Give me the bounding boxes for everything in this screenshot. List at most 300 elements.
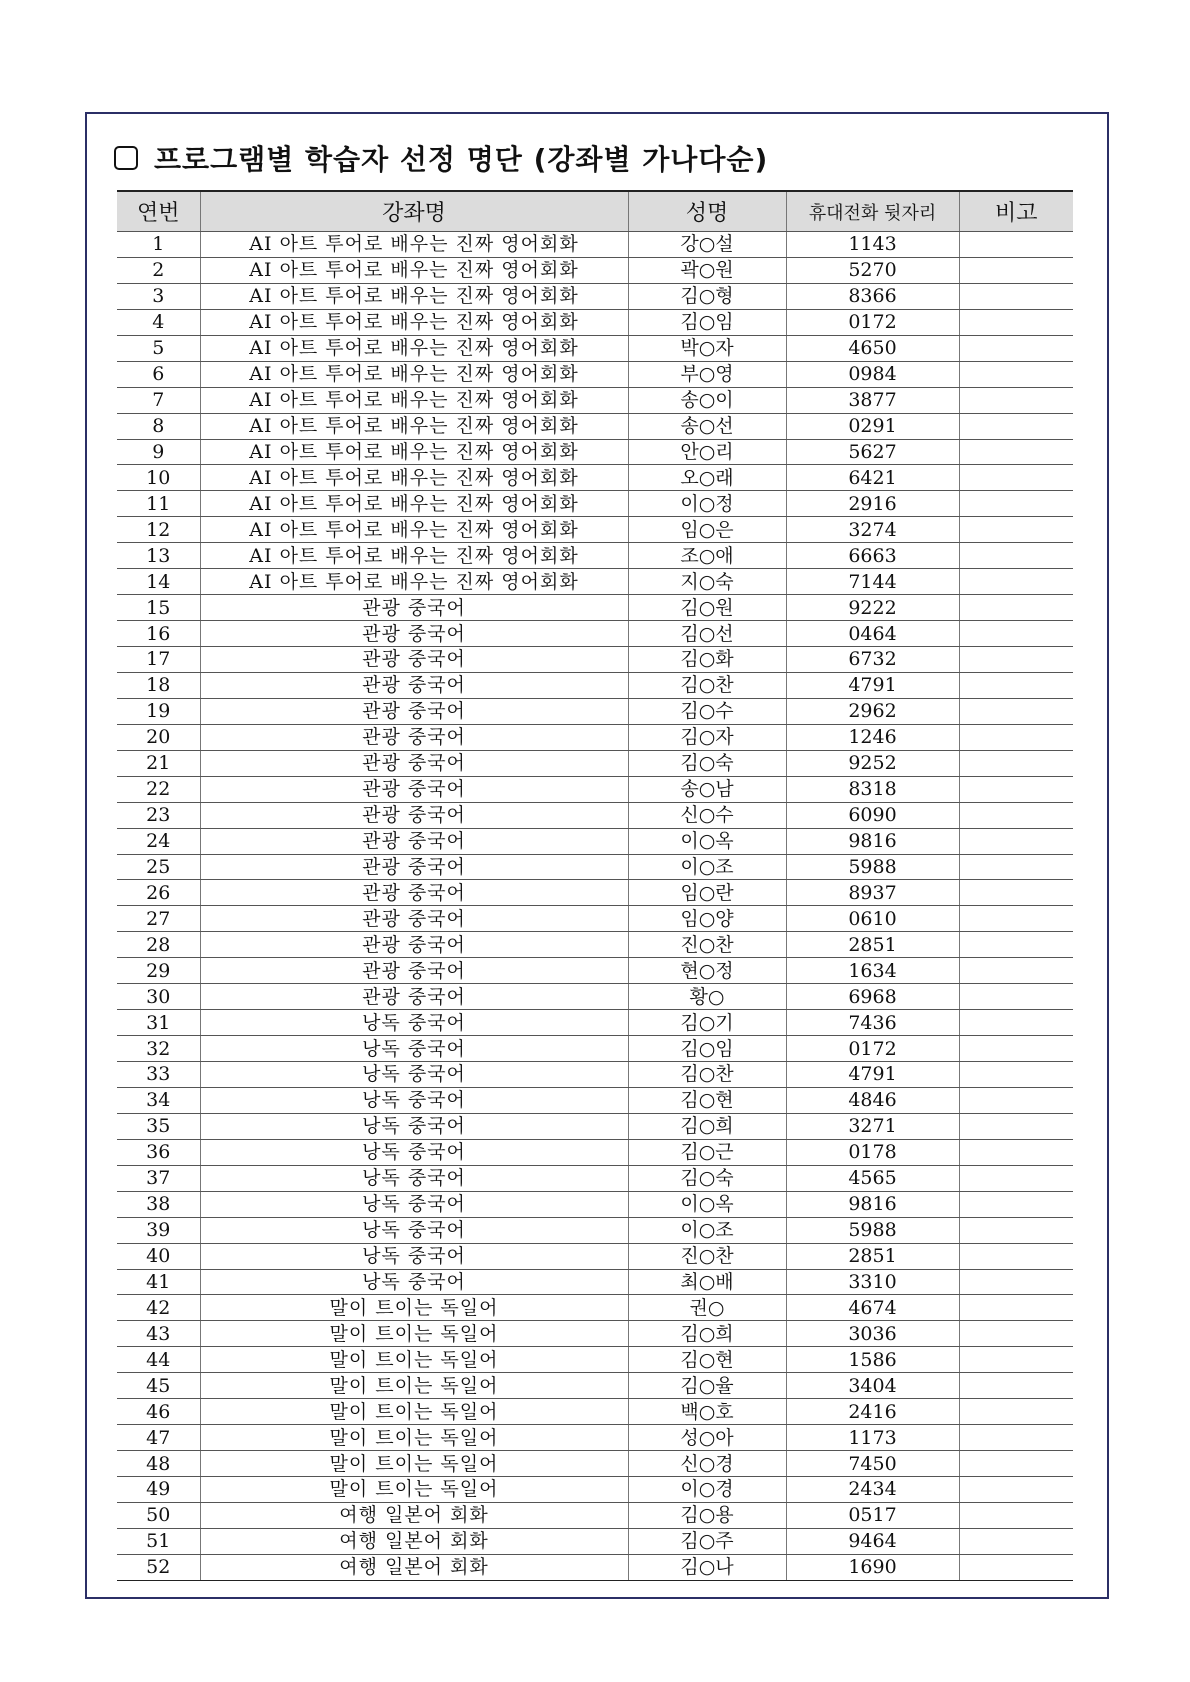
cell-phone: 0984 [786,361,959,387]
table-row [117,595,1073,621]
table-row [117,413,1073,439]
cell-remarks [959,1347,1073,1373]
cell-remarks [959,309,1073,335]
cell-name: 김○현 [628,1087,786,1113]
cell-course: AI 아트 투어로 배우는 진짜 영어회화 [200,517,628,543]
table-row [117,1243,1073,1269]
cell-name: 김○원 [628,595,786,621]
cell-number: 51 [117,1528,200,1554]
cell-phone: 3271 [786,1113,959,1139]
cell-number: 43 [117,1321,200,1347]
cell-course: AI 아트 투어로 배우는 진짜 영어회화 [200,309,628,335]
cell-course: 여행 일본어 회화 [200,1554,628,1580]
cell-remarks [959,1139,1073,1165]
cell-number: 28 [117,932,200,958]
cell-phone: 7436 [786,1010,959,1036]
cell-course: 관광 중국어 [200,932,628,958]
cell-course: 낭독 중국어 [200,1113,628,1139]
cell-number: 21 [117,750,200,776]
cell-remarks [959,1502,1073,1528]
header-row [117,191,1073,232]
cell-phone: 8318 [786,776,959,802]
cell-name: 김○수 [628,698,786,724]
cell-number: 50 [117,1502,200,1528]
cell-name: 이○조 [628,1217,786,1243]
cell-name: 백○호 [628,1399,786,1425]
cell-course: 낭독 중국어 [200,1243,628,1269]
cell-name: 임○양 [628,906,786,932]
cell-phone: 8366 [786,283,959,309]
cell-phone: 9222 [786,595,959,621]
cell-number: 2 [117,257,200,283]
cell-name: 김○주 [628,1528,786,1554]
table-row [117,1528,1073,1554]
cell-number: 9 [117,439,200,465]
cell-course: 관광 중국어 [200,672,628,698]
table-row [117,439,1073,465]
cell-remarks [959,543,1073,569]
cell-remarks [959,1243,1073,1269]
cell-name: 김○기 [628,1010,786,1036]
table-row [117,543,1073,569]
cell-name: 신○경 [628,1451,786,1477]
table-row [117,1373,1073,1399]
table-row [117,465,1073,491]
cell-number: 8 [117,413,200,439]
cell-name: 이○정 [628,491,786,517]
cell-name: 오○래 [628,465,786,491]
table-row [117,698,1073,724]
cell-name: 송○선 [628,413,786,439]
cell-remarks [959,1399,1073,1425]
cell-course: 낭독 중국어 [200,1036,628,1062]
table-row [117,1477,1073,1503]
cell-number: 22 [117,776,200,802]
cell-course: 관광 중국어 [200,828,628,854]
cell-remarks [959,413,1073,439]
cell-course: 관광 중국어 [200,621,628,647]
cell-phone: 6663 [786,543,959,569]
table-row [117,517,1073,543]
cell-phone: 5988 [786,1217,959,1243]
cell-phone: 4650 [786,335,959,361]
cell-number: 26 [117,880,200,906]
cell-name: 김○자 [628,724,786,750]
cell-course: AI 아트 투어로 배우는 진짜 영어회화 [200,232,628,258]
cell-course: AI 아트 투어로 배우는 진짜 영어회화 [200,465,628,491]
cell-phone: 4791 [786,672,959,698]
cell-phone: 0517 [786,1502,959,1528]
cell-number: 18 [117,672,200,698]
cell-number: 46 [117,1399,200,1425]
table-row [117,802,1073,828]
cell-phone: 3036 [786,1321,959,1347]
cell-phone: 4791 [786,1062,959,1088]
cell-course: 관광 중국어 [200,854,628,880]
cell-phone: 1586 [786,1347,959,1373]
cell-number: 36 [117,1139,200,1165]
cell-number: 10 [117,465,200,491]
table-row [117,1087,1073,1113]
cell-remarks [959,750,1073,776]
table-row [117,1502,1073,1528]
cell-remarks [959,335,1073,361]
cell-course: 관광 중국어 [200,984,628,1010]
cell-number: 40 [117,1243,200,1269]
cell-phone: 9464 [786,1528,959,1554]
cell-name: 김○희 [628,1321,786,1347]
cell-phone: 0172 [786,1036,959,1062]
cell-remarks [959,724,1073,750]
cell-number: 39 [117,1217,200,1243]
header-remarks: 비고 [959,191,1073,232]
cell-remarks [959,595,1073,621]
cell-phone: 4674 [786,1295,959,1321]
table-row [117,958,1073,984]
cell-number: 35 [117,1113,200,1139]
cell-phone: 2416 [786,1399,959,1425]
cell-course: AI 아트 투어로 배우는 진짜 영어회화 [200,491,628,517]
cell-phone: 2962 [786,698,959,724]
page-title: 프로그램별 학습자 선정 명단 (강좌별 가나다순) [154,143,769,176]
cell-number: 5 [117,335,200,361]
cell-phone: 6090 [786,802,959,828]
table-row [117,776,1073,802]
cell-remarks [959,854,1073,880]
cell-number: 17 [117,647,200,673]
cell-course: 낭독 중국어 [200,1062,628,1088]
table-row [117,880,1073,906]
cell-remarks [959,958,1073,984]
table-row [117,1139,1073,1165]
cell-course: 낭독 중국어 [200,1191,628,1217]
table-row [117,1191,1073,1217]
cell-course: AI 아트 투어로 배우는 진짜 영어회화 [200,413,628,439]
cell-number: 20 [117,724,200,750]
cell-course: 관광 중국어 [200,776,628,802]
cell-phone: 0178 [786,1139,959,1165]
cell-remarks [959,1321,1073,1347]
cell-course: 말이 트이는 독일어 [200,1373,628,1399]
cell-name: 이○경 [628,1477,786,1503]
cell-phone: 3310 [786,1269,959,1295]
cell-phone: 5988 [786,854,959,880]
cell-number: 11 [117,491,200,517]
cell-name: 김○화 [628,647,786,673]
cell-remarks [959,232,1073,258]
cell-name: 김○현 [628,1347,786,1373]
cell-remarks [959,1554,1073,1580]
cell-name: 김○근 [628,1139,786,1165]
table-row [117,1010,1073,1036]
table-row [117,621,1073,647]
cell-number: 4 [117,309,200,335]
cell-phone: 8937 [786,880,959,906]
cell-number: 38 [117,1191,200,1217]
cell-course: 관광 중국어 [200,802,628,828]
cell-name: 김○숙 [628,750,786,776]
cell-phone: 6968 [786,984,959,1010]
cell-course: 관광 중국어 [200,906,628,932]
table-row [117,232,1073,258]
cell-number: 41 [117,1269,200,1295]
cell-course: 낭독 중국어 [200,1269,628,1295]
cell-course: 말이 트이는 독일어 [200,1399,628,1425]
cell-number: 37 [117,1165,200,1191]
cell-name: 이○옥 [628,1191,786,1217]
cell-remarks [959,465,1073,491]
cell-name: 현○정 [628,958,786,984]
cell-name: 성○아 [628,1425,786,1451]
cell-phone: 3274 [786,517,959,543]
cell-name: 김○찬 [628,1062,786,1088]
cell-remarks [959,880,1073,906]
cell-course: AI 아트 투어로 배우는 진짜 영어회화 [200,569,628,595]
table-row [117,361,1073,387]
table-row [117,1165,1073,1191]
cell-number: 42 [117,1295,200,1321]
cell-phone: 0291 [786,413,959,439]
cell-course: 관광 중국어 [200,698,628,724]
cell-remarks [959,569,1073,595]
table-row [117,1554,1073,1580]
cell-phone: 2434 [786,1477,959,1503]
cell-course: AI 아트 투어로 배우는 진짜 영어회화 [200,257,628,283]
cell-course: 관광 중국어 [200,647,628,673]
cell-number: 6 [117,361,200,387]
cell-number: 3 [117,283,200,309]
table-row [117,1062,1073,1088]
cell-name: 부○영 [628,361,786,387]
table-row [117,750,1073,776]
table-row [117,647,1073,673]
cell-number: 52 [117,1554,200,1580]
cell-name: 황○ [628,984,786,1010]
cell-name: 임○란 [628,880,786,906]
table-row [117,984,1073,1010]
cell-number: 32 [117,1036,200,1062]
cell-number: 19 [117,698,200,724]
table-row [117,854,1073,880]
cell-name: 진○찬 [628,1243,786,1269]
cell-remarks [959,1373,1073,1399]
header-number: 연번 [117,191,200,232]
cell-phone: 1246 [786,724,959,750]
cell-remarks [959,1217,1073,1243]
cell-name: 김○선 [628,621,786,647]
cell-number: 29 [117,958,200,984]
cell-phone: 2851 [786,932,959,958]
table-row [117,283,1073,309]
cell-remarks [959,647,1073,673]
cell-remarks [959,1477,1073,1503]
cell-number: 31 [117,1010,200,1036]
cell-number: 47 [117,1425,200,1451]
cell-phone: 4565 [786,1165,959,1191]
table-row [117,906,1073,932]
table-row [117,257,1073,283]
table-row [117,491,1073,517]
cell-remarks [959,1528,1073,1554]
cell-phone: 3404 [786,1373,959,1399]
table-row [117,309,1073,335]
cell-number: 44 [117,1347,200,1373]
cell-phone: 0610 [786,906,959,932]
cell-remarks [959,1191,1073,1217]
cell-remarks [959,776,1073,802]
cell-remarks [959,439,1073,465]
cell-name: 이○옥 [628,828,786,854]
cell-number: 48 [117,1451,200,1477]
cell-name: 김○찬 [628,672,786,698]
cell-number: 27 [117,906,200,932]
cell-course: 낭독 중국어 [200,1217,628,1243]
cell-course: 낭독 중국어 [200,1139,628,1165]
cell-number: 23 [117,802,200,828]
cell-course: 말이 트이는 독일어 [200,1425,628,1451]
cell-name: 송○남 [628,776,786,802]
cell-name: 지○숙 [628,569,786,595]
table-row [117,387,1073,413]
cell-phone: 2851 [786,1243,959,1269]
table-row [117,1347,1073,1373]
title-row [114,138,768,178]
cell-phone: 7144 [786,569,959,595]
cell-course: AI 아트 투어로 배우는 진짜 영어회화 [200,335,628,361]
cell-remarks [959,1010,1073,1036]
cell-name: 조○애 [628,543,786,569]
cell-name: 김○용 [628,1502,786,1528]
cell-remarks [959,984,1073,1010]
cell-remarks [959,621,1073,647]
cell-name: 김○희 [628,1113,786,1139]
cell-remarks [959,1425,1073,1451]
cell-name: 안○리 [628,439,786,465]
cell-number: 14 [117,569,200,595]
cell-course: 관광 중국어 [200,958,628,984]
table-row [117,932,1073,958]
cell-remarks [959,283,1073,309]
cell-course: 관광 중국어 [200,724,628,750]
cell-number: 25 [117,854,200,880]
cell-name: 박○자 [628,335,786,361]
cell-number: 7 [117,387,200,413]
cell-name: 권○ [628,1295,786,1321]
cell-remarks [959,1087,1073,1113]
header-phone: 휴대전화 뒷자리 [786,191,959,232]
cell-phone: 4846 [786,1087,959,1113]
cell-course: AI 아트 투어로 배우는 진짜 영어회화 [200,283,628,309]
cell-course: 낭독 중국어 [200,1010,628,1036]
cell-phone: 9816 [786,1191,959,1217]
table-row [117,1451,1073,1477]
cell-phone: 0464 [786,621,959,647]
cell-remarks [959,387,1073,413]
cell-phone: 5627 [786,439,959,465]
cell-name: 진○찬 [628,932,786,958]
header-course: 강좌명 [200,191,628,232]
cell-remarks [959,257,1073,283]
cell-number: 1 [117,232,200,258]
cell-remarks [959,1295,1073,1321]
cell-name: 송○이 [628,387,786,413]
cell-remarks [959,517,1073,543]
cell-name: 김○임 [628,1036,786,1062]
cell-number: 15 [117,595,200,621]
cell-number: 30 [117,984,200,1010]
cell-remarks [959,361,1073,387]
table-row [117,569,1073,595]
cell-name: 신○수 [628,802,786,828]
cell-name: 강○설 [628,232,786,258]
cell-course: 여행 일본어 회화 [200,1528,628,1554]
cell-course: 말이 트이는 독일어 [200,1321,628,1347]
cell-remarks [959,906,1073,932]
cell-course: 여행 일본어 회화 [200,1502,628,1528]
cell-name: 이○조 [628,854,786,880]
cell-course: 낭독 중국어 [200,1165,628,1191]
cell-phone: 3877 [786,387,959,413]
cell-name: 김○형 [628,283,786,309]
cell-name: 곽○원 [628,257,786,283]
cell-course: AI 아트 투어로 배우는 진짜 영어회화 [200,543,628,569]
cell-remarks [959,932,1073,958]
cell-number: 12 [117,517,200,543]
table-row [117,1113,1073,1139]
cell-name: 김○율 [628,1373,786,1399]
table-row [117,828,1073,854]
header-name: 성명 [628,191,786,232]
cell-number: 16 [117,621,200,647]
cell-phone: 9816 [786,828,959,854]
cell-course: 말이 트이는 독일어 [200,1451,628,1477]
cell-course: AI 아트 투어로 배우는 진짜 영어회화 [200,361,628,387]
cell-remarks [959,802,1073,828]
cell-remarks [959,1062,1073,1088]
table-row [117,1321,1073,1347]
cell-course: 말이 트이는 독일어 [200,1295,628,1321]
table-row [117,724,1073,750]
table-row [117,1269,1073,1295]
table-row [117,1425,1073,1451]
cell-remarks [959,1269,1073,1295]
cell-remarks [959,1451,1073,1477]
cell-remarks [959,698,1073,724]
cell-remarks [959,1036,1073,1062]
cell-name: 김○임 [628,309,786,335]
cell-number: 24 [117,828,200,854]
cell-course: 말이 트이는 독일어 [200,1477,628,1503]
cell-remarks [959,491,1073,517]
cell-remarks [959,1165,1073,1191]
table-row [117,672,1073,698]
cell-course: 낭독 중국어 [200,1087,628,1113]
cell-phone: 1173 [786,1425,959,1451]
cell-name: 김○숙 [628,1165,786,1191]
cell-course: 관광 중국어 [200,880,628,906]
cell-number: 49 [117,1477,200,1503]
cell-name: 최○배 [628,1269,786,1295]
cell-phone: 1634 [786,958,959,984]
cell-remarks [959,828,1073,854]
table-row [117,335,1073,361]
cell-course: 관광 중국어 [200,595,628,621]
cell-phone: 1690 [786,1554,959,1580]
cell-phone: 6421 [786,465,959,491]
roster-table [117,190,1073,1581]
cell-phone: 0172 [786,309,959,335]
cell-phone: 7450 [786,1451,959,1477]
